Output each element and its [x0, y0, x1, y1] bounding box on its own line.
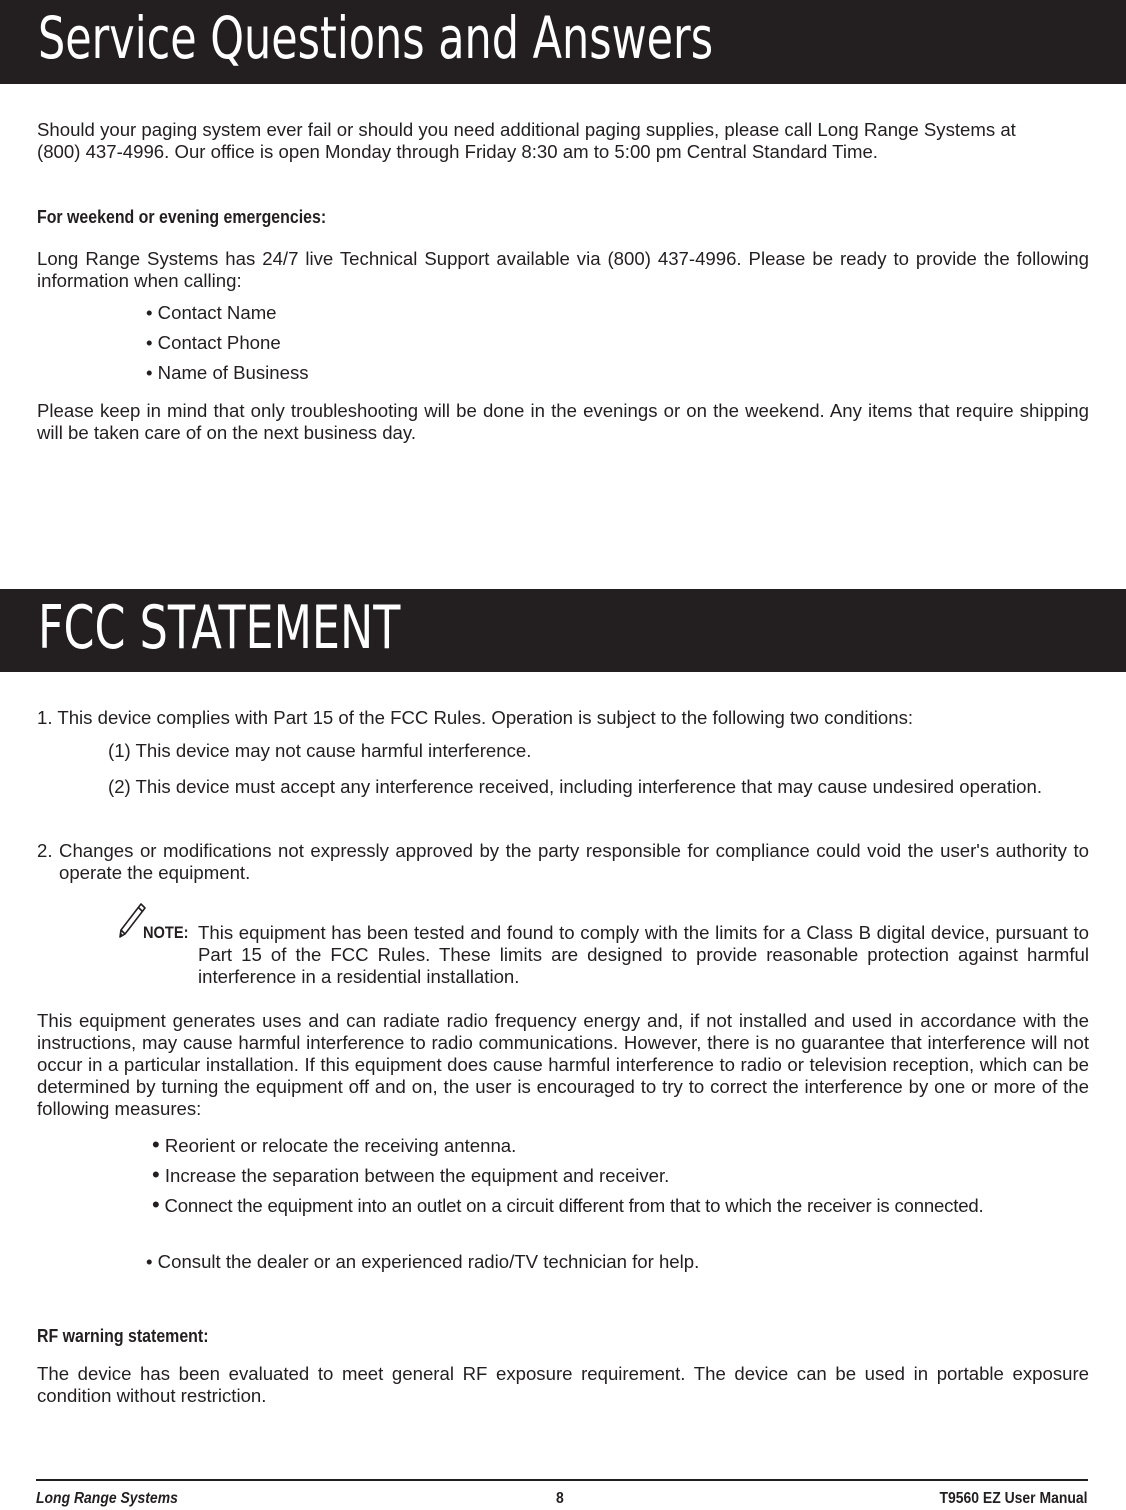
info-item: • Contact Phone [146, 332, 281, 353]
section-header-band [0, 0, 1126, 84]
fcc-condition-1: (1) This device may not cause harmful interference. [108, 740, 532, 761]
support-paragraph: Long Range Systems has 24/7 live Technical Support available via (800) 437-4996. Please be ready to provide the following information when calling: [37, 248, 1089, 291]
fcc-item-1: 1. This device complies with Part 15 of the FCC Rules. Operation is subject to the following two conditions: [37, 707, 914, 728]
consult-item: • Consult the dealer or an experienced radio/TV technician for help. [146, 1251, 700, 1272]
info-item: • Name of Business [146, 362, 309, 383]
pencil-icon [116, 901, 146, 939]
measure-text: Connect the equipment into an outlet on a circuit different from that to which the receiver is connected. [164, 1195, 984, 1216]
fcc-item-2: 2. Changes or modifications not expressly approved by the party responsible for compliance could void the user's authority to operate the equipment. [37, 840, 1089, 883]
closing-paragraph: Please keep in mind that only troubleshooting will be done in the evenings or on the weekend. Any items that require shipping will be taken care of on the next business day. [37, 400, 1089, 443]
intro-paragraph: Should your paging system ever fail or should you need additional paging supplies, please call Long Range Systems at (800) 437-4996. Our office is open Monday through Friday 8:30 am to 5:00 pm Central Standard Time. [37, 119, 1016, 162]
measure-item [152, 1134, 1089, 1157]
page-number: 8 [556, 1490, 564, 1507]
section-title: FCC STATEMENT [38, 593, 401, 663]
footer-rule [36, 1479, 1088, 1481]
bullet-dot: • [152, 1192, 160, 1217]
note-text-content: This equipment has been tested and found to comply with the limits for a Class B digital device, pursuant to Part 15 of the FCC Rules. These limits are designed to provide reasonable protection against harmful interference in a residential installation. [198, 922, 1089, 987]
bullet-dot: • [152, 1162, 160, 1187]
info-item: • Contact Name [146, 302, 277, 323]
measure-text: Increase the separation between the equipment and receiver. [164, 1165, 670, 1186]
emergency-heading: For weekend or evening emergencies: [37, 206, 327, 227]
fcc-condition-2: (2) This device must accept any interference received, including interference that may cause undesired operation. [108, 776, 1042, 797]
footer-manual-title: T9560 EZ User Manual [939, 1490, 1088, 1507]
note-label: NOTE: [143, 923, 189, 942]
rf-paragraph: The device has been evaluated to meet general RF exposure requirement. The device can be used in portable exposure condition without restriction. [37, 1363, 1089, 1406]
fcc-body-paragraph: This equipment generates uses and can radiate radio frequency energy and, if not installed and used in accordance with the instructions, may cause harmful interference to radio communications. However, there is no guarantee that interference will not occur in a particular installation. If this equipment does cause harmful interference to radio or television reception, which can be determined by turning the equipment off and on, the user is encouraged to try to correct the interference by one or more of the following measures: [37, 1010, 1089, 1119]
rf-heading: RF warning statement: [37, 1325, 209, 1346]
measure-item [152, 1194, 1089, 1217]
measure-text: Reorient or relocate the receiving antenna. [164, 1135, 517, 1156]
measure-item [152, 1164, 1089, 1187]
section-title: Service Questions and Answers [38, 4, 714, 72]
section-header-band [0, 589, 1126, 672]
bullet-dot: • [152, 1132, 160, 1157]
note-text [198, 922, 1089, 988]
footer-company: Long Range Systems [36, 1490, 178, 1507]
